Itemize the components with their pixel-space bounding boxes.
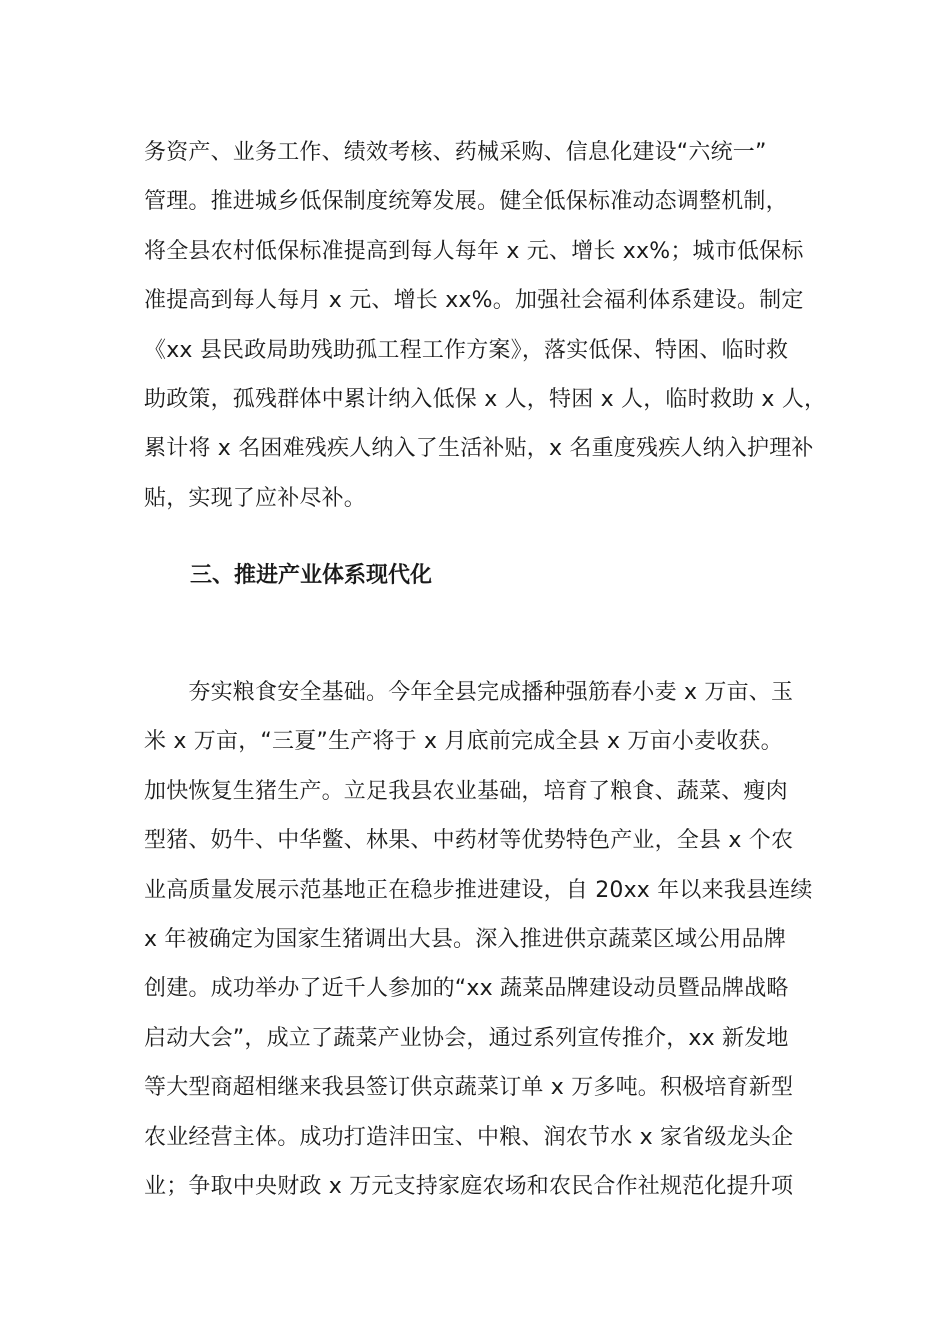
paragraph-line: 夯实粮食安全基础。今年全县完成播种强筋春小麦 x 万亩、玉	[144, 680, 794, 705]
section-heading: 三、推进产业体系现代化	[190, 563, 433, 588]
paragraph-line: 等大型商超相继来我县签订供京蔬菜订单 x 万多吨。积极培育新型	[144, 1075, 794, 1101]
paragraph-line: 管理。推进城乡低保制度统筹发展。健全低保标准动态调整机制，	[144, 189, 788, 215]
paragraph-line: 贴，实现了应补尽补。	[144, 485, 367, 511]
paragraph-industry-modernization	[144, 668, 814, 1211]
paragraph-line: 务资产、业务工作、绩效考核、药械采购、信息化建设“六统一”	[144, 140, 767, 165]
paragraph-line: 启动大会”，成立了蔬菜产业协会，通过系列宣传推介，xx 新发地	[144, 1025, 789, 1051]
paragraph-line: x 年被确定为国家生猪调出大县。深入推进供京蔬菜区域公用品牌	[144, 926, 787, 952]
paragraph-line: 米 x 万亩，“三夏”生产将于 x 月底前完成全县 x 万亩小麦收获。	[144, 729, 783, 755]
paragraph-line: 加快恢复生猪生产。立足我县农业基础，培育了粮食、蔬菜、瘦肉	[144, 778, 788, 804]
paragraph-social-welfare	[144, 128, 827, 523]
paragraph-line: 型猪、奶牛、中华鳖、林果、中药材等优势特色产业，全县 x 个农	[144, 828, 794, 854]
paragraph-line: 业；争取中央财政 x 万元支持家庭农场和农民合作社规范化提升项	[144, 1173, 794, 1199]
paragraph-line: 助政策，孤残群体中累计纳入低保 x 人，特困 x 人，临时救助 x 人，	[144, 386, 827, 412]
paragraph-line: 准提高到每人每月 x 元、增长 xx%。加强社会福利体系建设。制定	[144, 288, 804, 314]
paragraph-line: 创建。成功举办了近千人参加的“xx 蔬菜品牌建设动员暨品牌战略	[144, 976, 789, 1002]
paragraph-line: 业高质量发展示范基地正在稳步推进建设，自 20xx 年以来我县连续	[144, 877, 813, 903]
paragraph-line: 农业经营主体。成功打造沣田宝、中粮、润农节水 x 家省级龙头企	[144, 1124, 794, 1150]
paragraph-line: 《xx 县民政局助残助孤工程工作方案》，落实低保、特困、临时救	[144, 337, 789, 363]
paragraph-line: 将全县农村低保标准提高到每人每年 x 元、增长 xx%；城市低保标	[144, 238, 804, 264]
paragraph-line: 累计将 x 名困难残疾人纳入了生活补贴，x 名重度残疾人纳入护理补	[144, 436, 814, 462]
